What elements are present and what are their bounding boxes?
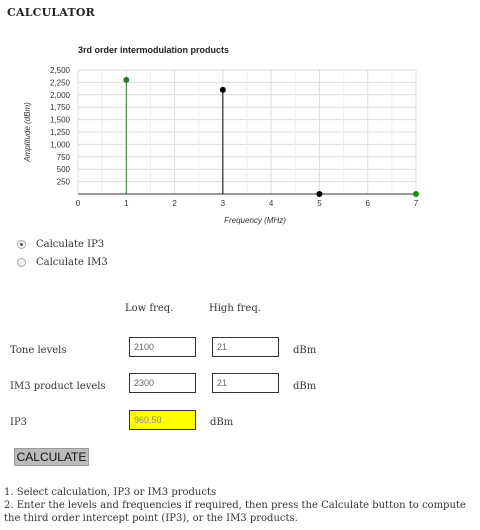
chart-title: 3rd order intermodulation products bbox=[78, 45, 230, 55]
y-tick-label: 1,500 bbox=[49, 115, 70, 125]
im3-levels-label: IM3 product levels bbox=[10, 381, 106, 392]
y-tick-label: 500 bbox=[56, 165, 70, 175]
calc-im3-option[interactable] bbox=[17, 257, 108, 268]
x-tick-label: 5 bbox=[317, 199, 322, 208]
y-tick-label: 2,500 bbox=[49, 66, 70, 75]
y-axis-label: Amplitude (dBm) bbox=[23, 102, 32, 162]
calc-ip3-label: Calculate IP3 bbox=[36, 239, 105, 250]
y-tick-label: 2,250 bbox=[49, 78, 70, 88]
instruction-1: 1. Select calculation, IP3 or IM3 products bbox=[4, 487, 217, 498]
x-axis-label: Frequency (MHz) bbox=[224, 216, 286, 225]
ip3-unit: dBm bbox=[210, 417, 234, 428]
y-tick-label: 1,000 bbox=[49, 140, 70, 150]
data-point bbox=[316, 191, 322, 197]
data-point bbox=[220, 87, 226, 93]
data-point bbox=[123, 77, 129, 83]
im3-chart bbox=[0, 0, 480, 240]
im3-unit: dBm bbox=[293, 381, 317, 392]
im3-low-input[interactable]: 2300 bbox=[129, 373, 196, 393]
y-tick-label: 1,250 bbox=[49, 128, 70, 137]
calc-ip3-radio[interactable] bbox=[17, 240, 26, 249]
im3-high-input[interactable]: 21 bbox=[212, 373, 279, 393]
x-tick-label: 7 bbox=[413, 199, 419, 208]
x-tick-label: 0 bbox=[75, 199, 81, 208]
ip3-label: IP3 bbox=[10, 417, 28, 428]
x-tick-label: 1 bbox=[124, 199, 129, 208]
calc-ip3-option[interactable] bbox=[17, 239, 104, 250]
tone-unit: dBm bbox=[293, 345, 317, 356]
calc-im3-radio[interactable] bbox=[17, 258, 26, 267]
col-high-freq: High freq. bbox=[209, 303, 261, 314]
x-tick-label: 3 bbox=[220, 199, 226, 208]
tone-levels-label: Tone levels bbox=[10, 345, 67, 356]
col-low-freq: Low freq. bbox=[125, 303, 174, 314]
y-tick-label: 1,750 bbox=[49, 103, 70, 113]
x-tick-label: 2 bbox=[172, 199, 177, 208]
data-point bbox=[413, 191, 419, 197]
tone-high-input[interactable]: 21 bbox=[212, 337, 279, 357]
ip3-result-field: 960.50 bbox=[129, 410, 196, 430]
y-tick-label: 750 bbox=[56, 152, 70, 162]
y-tick-label: 2,000 bbox=[49, 90, 70, 100]
y-tick-label: 250 bbox=[56, 177, 70, 187]
calc-im3-label: Calculate IM3 bbox=[36, 257, 108, 268]
x-tick-label: 4 bbox=[268, 199, 274, 208]
instruction-2: 2. Enter the levels and frequencies if required, then press the Calculate button to compute the third order intercept point (IP3), or the IM3 products. bbox=[4, 500, 466, 524]
tone-low-input[interactable]: 2100 bbox=[129, 337, 196, 357]
calculate-button[interactable]: CALCULATE bbox=[14, 448, 89, 466]
x-tick-label: 6 bbox=[365, 199, 370, 208]
page-title: CALCULATOR bbox=[7, 6, 95, 19]
